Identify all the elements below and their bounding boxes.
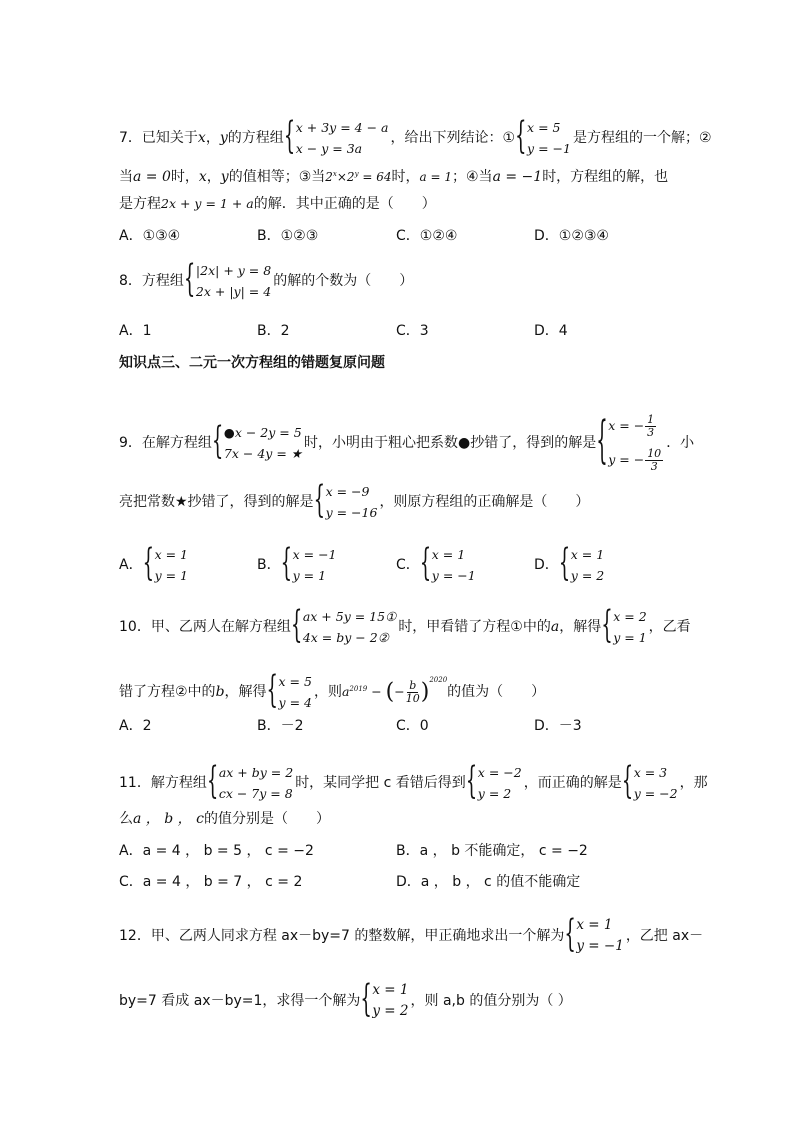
- q10-var-b: b: [215, 684, 225, 700]
- q11-sol1-x: { x = −2: [477, 765, 522, 780]
- q7-l2m: a = −1: [492, 169, 543, 185]
- q7-l3c: 的解．其中正确的是（ ）: [253, 196, 436, 212]
- q9-opt-a-x: { x = 1: [154, 547, 189, 562]
- q12-l2a: by=7 看成 ax－by=1，求得一个解为: [119, 993, 361, 1009]
- q9-solution2: [316, 481, 378, 523]
- q10-eq2: 4x = by − 2②: [302, 630, 389, 645]
- q10-mid2: ，解得: [559, 619, 602, 635]
- q7-option-a[interactable]: A．①③④: [119, 228, 181, 244]
- q10-var-a: a: [550, 619, 560, 635]
- q10-sol2-x: { x = 5: [278, 674, 312, 689]
- q9-line2: [119, 481, 589, 523]
- q11-option-b[interactable]: B．a ， b 不能确定， c = −2: [396, 843, 588, 859]
- q9-opt-a-system: [145, 544, 188, 586]
- q10-expr-minus: −: [367, 684, 386, 699]
- q10-l2b: ，解得: [224, 684, 267, 700]
- q9-opt-b-system: [283, 544, 337, 586]
- q8-line1: [119, 260, 413, 302]
- q7-l2-a0: a = 0: [133, 169, 171, 185]
- q7-l2f: 的值相等；③当: [228, 169, 326, 185]
- q9-sol2-x: { x = −9: [325, 484, 370, 499]
- q8-system: [186, 260, 271, 302]
- q7-var-y: y: [219, 130, 228, 146]
- q11-mid: 时，某同学把 c 看错后得到: [295, 775, 466, 791]
- q12-prefix: 12．甲、乙两人同求方程 ax－by=7 的整数解，甲正确地求出一个解为: [119, 928, 565, 944]
- q9-x-den: 3: [647, 426, 655, 439]
- q10-after: ，乙看: [648, 619, 691, 635]
- q10-system: [293, 606, 396, 648]
- q8-option-a[interactable]: A．1: [119, 323, 152, 339]
- q7-solution: [517, 117, 571, 159]
- q9-line1: [119, 409, 694, 477]
- q7-mid: 的方程组: [227, 130, 284, 146]
- q11-l2: 么: [119, 811, 133, 827]
- q9-system: [214, 422, 302, 464]
- q11-mid2: ，而正确的解是: [523, 775, 622, 791]
- q10-exp2: 2020: [429, 676, 448, 684]
- q12-line1: [119, 915, 703, 957]
- q9-opt-d-y: y = 2: [570, 568, 605, 583]
- q8-prefix: 8．方程组: [119, 273, 184, 289]
- q11-solution2: [624, 762, 678, 804]
- q11-l2-vars: a ， b ， c: [133, 811, 204, 827]
- q10-option-a[interactable]: A．2: [119, 718, 152, 734]
- q12-line2: [119, 980, 572, 1022]
- q7-l2e: y: [220, 169, 229, 185]
- q10-fraction: [406, 680, 420, 705]
- q9-prefix: 9．在解方程组: [119, 435, 212, 451]
- q9-x-label: x = −: [608, 418, 645, 433]
- q8-option-c[interactable]: C．3: [396, 323, 429, 339]
- q10-mid: 时，甲看错了方程①中的: [398, 619, 551, 635]
- q10-paren-open: (: [385, 679, 395, 705]
- q12-sol1-x: { x = 1: [576, 917, 613, 933]
- q7-option-d[interactable]: D．①②③④: [534, 228, 609, 244]
- q7-prefix: 7．已知关于: [119, 130, 198, 146]
- q9-mid: 时，小明由于粗心把系数●抄错了，得到的解是: [304, 435, 597, 451]
- q9-after: ．小: [666, 435, 695, 451]
- q9-x-fraction: [645, 414, 656, 439]
- q9-y-num: 10: [647, 447, 662, 460]
- q10-eq1: { ax + 5y = 15①: [302, 609, 397, 624]
- q8-eq1: { |2x| + y = 8: [195, 263, 272, 278]
- q8-eq2: 2x + |y| = 4: [195, 284, 272, 299]
- q12-solution2: [362, 980, 408, 1022]
- q9-opt-c-y: y = −1: [431, 568, 476, 583]
- q9-y-fraction: [645, 448, 663, 473]
- q11-sol2-y: y = −2: [633, 786, 678, 801]
- q10-line1: [119, 606, 691, 648]
- q9-wrong-y: [608, 443, 664, 477]
- q12-sol1-y: y = −1: [576, 938, 624, 954]
- q9-l2a: 亮把常数★抄错了，得到的解是: [119, 494, 314, 510]
- q11-line1: [119, 762, 708, 804]
- q12-after: ，乙把 ax－: [625, 928, 704, 944]
- q10-l2a: 错了方程②中的: [119, 684, 216, 700]
- q9-wrong-solution: [598, 409, 664, 477]
- q9-opt-c-system: [422, 544, 476, 586]
- q7-line3: [119, 194, 436, 214]
- q7-l2d: ，: [206, 169, 221, 185]
- q9-wrong-x: [608, 409, 664, 443]
- q7-l2b: 时，: [170, 169, 199, 185]
- q9-option-a[interactable]: [119, 544, 190, 586]
- q11-eq2: cx − 7y = 8: [218, 786, 293, 801]
- q7-sol-x: { x = 5: [527, 120, 561, 135]
- q9-opt-a-y: y = 1: [154, 568, 189, 583]
- q11-solution1: [468, 762, 522, 804]
- q9-opt-c-label: C．: [396, 557, 420, 573]
- section-heading: 知识点三、二元一次方程组的错题复原问题: [119, 355, 385, 371]
- q10-option-d[interactable]: D．－3: [534, 718, 582, 734]
- q9-option-d[interactable]: [534, 544, 606, 586]
- q12-l2b: ，则 a,b 的值分别为（ ）: [410, 993, 572, 1009]
- q10-solution2: [269, 671, 312, 713]
- q12-sol2-y: y = 2: [372, 1003, 409, 1019]
- q12-solution1: [566, 915, 623, 957]
- q8-option-d[interactable]: D．4: [534, 323, 568, 339]
- q10-sol1-x: { x = 2: [613, 609, 647, 624]
- q9-opt-b-y: y = 1: [292, 568, 327, 583]
- q12-sol2-x: { x = 1: [372, 982, 409, 998]
- q9-y-den: 3: [650, 460, 658, 473]
- q9-l2b: ，则原方程组的正确解是（ ）: [379, 494, 590, 510]
- q9-option-b[interactable]: [257, 544, 339, 586]
- q7-line2: [119, 164, 668, 187]
- q11-prefix: 11．解方程组: [119, 775, 207, 791]
- q11-option-c[interactable]: C．a = 4 ， b = 7 ， c = 2: [119, 874, 303, 890]
- q7-l2l: ；④当: [452, 169, 493, 185]
- q7-l2a: 当: [119, 169, 133, 185]
- q11-system: [209, 762, 293, 804]
- q7-l2n: 时，方程组的解，也: [542, 169, 669, 185]
- q7-after: ，给出下列结论：①: [390, 130, 516, 146]
- q7-l3b: 2x + y = 1 + a: [161, 196, 254, 211]
- q10-expression: $a^{2019}$ − (− $\frac{b}{10}$ )$^{2020}$: [341, 676, 448, 705]
- q7-l2k: a = 1: [419, 170, 452, 184]
- q7-l2j: 时，: [391, 169, 420, 185]
- q10-prefix: 10．甲、乙两人在解方程组: [119, 619, 291, 635]
- q7-exp2: y: [354, 170, 359, 178]
- q7-eq64: = 64: [362, 170, 392, 184]
- q11-l2-tail: 的值分别是（ ）: [203, 811, 330, 827]
- q9-sol2-y: y = −16: [325, 505, 378, 520]
- q10-option-b[interactable]: B．－2: [257, 718, 304, 734]
- q10-expr-a: a: [341, 684, 350, 699]
- q10-frac-num: b: [409, 679, 417, 692]
- q9-x-num: 1: [647, 413, 655, 426]
- q7-l2c: x: [198, 169, 207, 185]
- q9-opt-c-x: { x = 1: [431, 547, 466, 562]
- q7-tail: 是方程组的一个解；②: [572, 130, 712, 146]
- q9-opt-d-system: [561, 544, 604, 586]
- q11-line2: [119, 809, 330, 829]
- q11-after: ，那: [679, 775, 708, 791]
- q11-sol1-y: y = 2: [477, 786, 512, 801]
- q7-var-x: x: [197, 130, 206, 146]
- q8-option-b[interactable]: B．2: [257, 323, 290, 339]
- q7-sep: ，: [205, 130, 220, 146]
- q7-eq1: { x + 3y = 4 − a: [295, 120, 389, 135]
- q7-line1: [119, 117, 712, 159]
- q9-option-c[interactable]: [396, 544, 478, 586]
- q9-opt-d-label: D．: [534, 557, 559, 573]
- q10-frac-den: 10: [405, 692, 420, 705]
- q9-eq2: 7x − 4y = ★: [223, 446, 302, 461]
- q10-paren-close: ): [420, 679, 430, 705]
- q11-sol2-x: { x = 3: [633, 765, 668, 780]
- q9-y-label: y = −: [608, 452, 645, 467]
- q7-option-c[interactable]: C．①②④: [396, 228, 458, 244]
- q10-l2d: 的值为（ ）: [447, 684, 546, 700]
- q7-system: [286, 117, 389, 159]
- q10-solution1: [603, 606, 646, 648]
- q11-eq1: { ax + by = 2: [218, 765, 294, 780]
- q7-power-expr: [325, 170, 391, 184]
- q7-base2: ×2: [336, 170, 355, 184]
- q7-base1: 2: [325, 170, 333, 184]
- q10-option-c[interactable]: C．0: [396, 718, 429, 734]
- q7-option-b[interactable]: B．①②③: [257, 228, 319, 244]
- q10-line2: [119, 670, 545, 713]
- q10-sol2-y: y = 4: [278, 695, 312, 710]
- q10-l2c: ，则: [313, 684, 342, 700]
- q7-exp1: x: [332, 170, 337, 178]
- q11-option-d[interactable]: D．a ， b ， c 的值不能确定: [396, 874, 581, 890]
- q9-opt-a-label: A．: [119, 557, 143, 573]
- q10-sol1-y: y = 1: [613, 630, 647, 645]
- q7-sol-y: y = −1: [527, 141, 571, 156]
- q9-eq1: { ●x − 2y = 5: [223, 425, 302, 440]
- q8-tail: 的解的个数为（ ）: [273, 273, 414, 289]
- q9-opt-b-label: B．: [257, 557, 281, 573]
- q9-opt-b-x: { x = −1: [292, 547, 337, 562]
- q7-l3a: 是方程: [119, 196, 161, 212]
- q9-opt-d-x: { x = 1: [570, 547, 605, 562]
- q10-exp1: 2019: [349, 684, 368, 693]
- q7-eq2: x − y = 3a: [295, 141, 363, 156]
- q11-option-a[interactable]: A．a = 4 ， b = 5 ， c = −2: [119, 843, 314, 859]
